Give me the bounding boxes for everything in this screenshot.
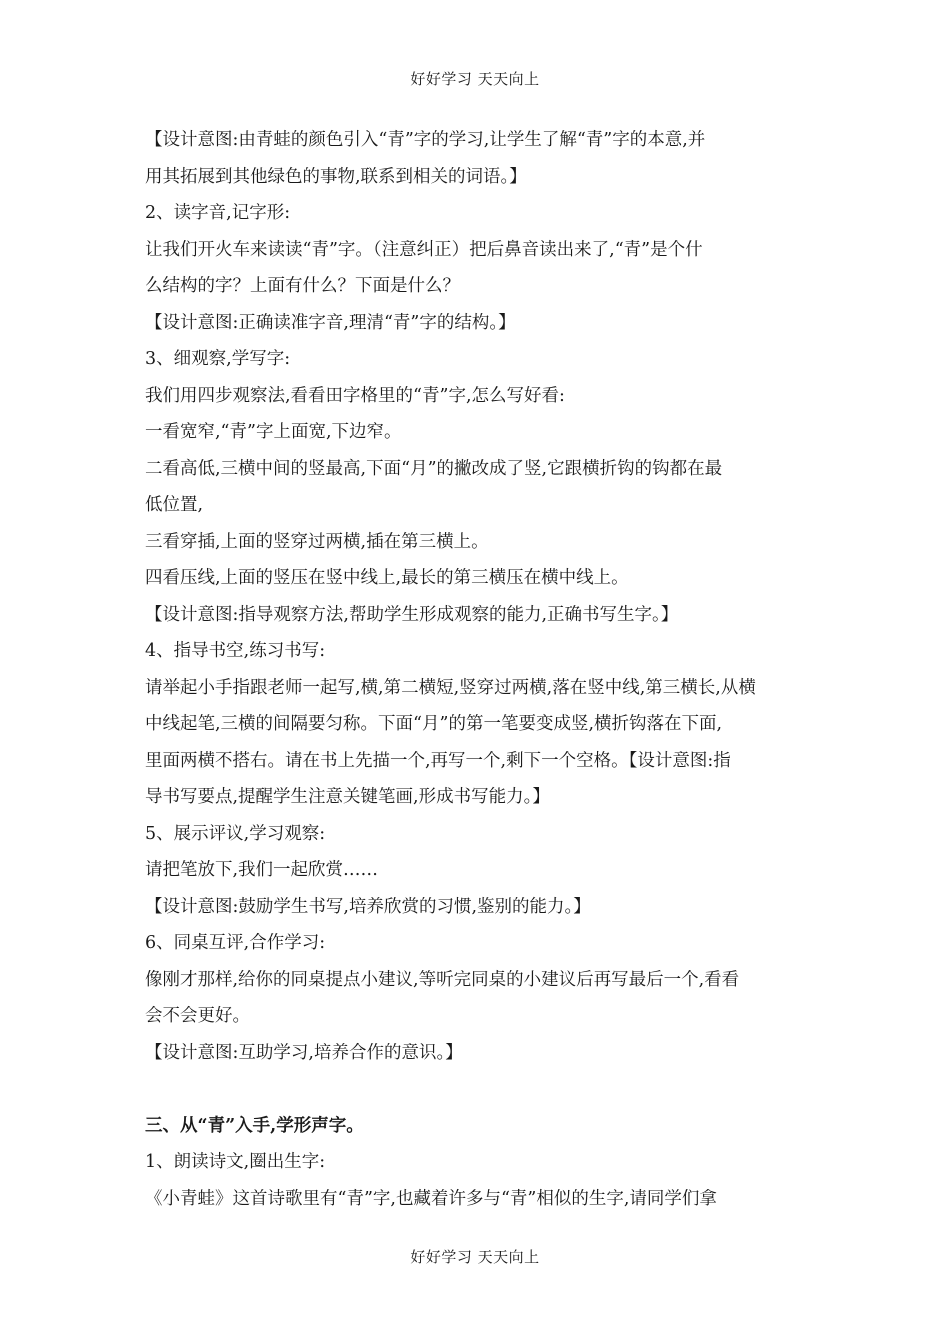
paragraph-line: 像刚才那样,给你的同桌提点小建议,等听完同桌的小建议后再写最后一个,看看: [145, 969, 740, 990]
paragraph-line: 三看穿插,上面的竖穿过两横,插在第三横上。: [145, 531, 489, 552]
paragraph-line: 请举起小手指跟老师一起写,横,第二横短,竖穿过两横,落在竖中线,第三横长,从横: [145, 677, 756, 698]
paragraph-line: 二看高低,三横中间的竖最高,下面“月”的撇改成了竖,它跟横折钩的钩都在最: [145, 458, 723, 479]
paragraph-line: 会不会更好。: [145, 1006, 250, 1026]
paragraph-line: 1、朗读诗文,圈出生字:: [145, 1152, 326, 1172]
paragraph-line: 《小青蛙》这首诗歌里有“青”字,也藏着许多与“青”相似的生字,请同学们拿: [145, 1188, 717, 1209]
paragraph-line: 【设计意图:鼓励学生书写,培养欣赏的习惯,鉴别的能力。】: [145, 896, 591, 917]
blank-line: [145, 1071, 810, 1108]
section-heading: 三、从“青”入手,学形声字。: [145, 1115, 364, 1136]
document-body: [145, 122, 810, 1217]
paragraph-line: 我们用四步观察法,看看田字格里的“青”字,怎么写好看:: [145, 385, 565, 406]
paragraph-line: 【设计意图:互助学习,培养合作的意识。】: [145, 1042, 463, 1063]
paragraph-line: 6、同桌互评,合作学习:: [145, 933, 326, 953]
paragraph-line: 请把笔放下,我们一起欣赏……: [145, 860, 379, 880]
paragraph-line: 用其拓展到其他绿色的事物,联系到相关的词语。】: [145, 166, 527, 187]
paragraph-line: 中线起笔,三横的间隔要匀称。下面“月”的第一笔要变成竖,横折钩落在下面,: [145, 714, 723, 734]
page-header: 好好学习 天天向上: [410, 70, 540, 88]
paragraph-line: 5、展示评议,学习观察:: [145, 823, 326, 844]
paragraph-line: 2、读字音,记字形:: [145, 203, 291, 223]
paragraph-line: 让我们开火车来读读“青”字。（注意纠正）把后鼻音读出来了,“青”是个什: [145, 239, 703, 260]
paragraph-line: 么结构的字？上面有什么？下面是什么？: [145, 276, 460, 296]
paragraph-line: 一看宽窄,“青”字上面宽,下边窄。: [145, 422, 402, 442]
paragraph-line: 低位置,: [145, 495, 204, 515]
paragraph-line: 四看压线,上面的竖压在竖中线上,最长的第三横压在横中线上。: [145, 568, 629, 588]
paragraph-line: 【设计意图:指导观察方法,帮助学生形成观察的能力,正确书写生字。】: [145, 604, 679, 625]
paragraph-line: 【设计意图:由青蛙的颜色引入“青”字的学习,让学生了解“青”字的本意,并: [145, 130, 706, 150]
paragraph-line: 导书写要点,提醒学生注意关键笔画,形成书写能力。】: [145, 787, 550, 807]
paragraph-line: 3、细观察,学写字:: [145, 349, 291, 369]
paragraph-line: 【设计意图:正确读准字音,理清“青”字的结构。】: [145, 312, 516, 333]
paragraph-line: 4、指导书空,练习书写:: [145, 641, 326, 661]
paragraph-line: 里面两横不搭右。请在书上先描一个,再写一个,剩下一个空格。【设计意图:指: [145, 750, 731, 771]
page-footer: 好好学习 天天向上: [410, 1248, 540, 1266]
